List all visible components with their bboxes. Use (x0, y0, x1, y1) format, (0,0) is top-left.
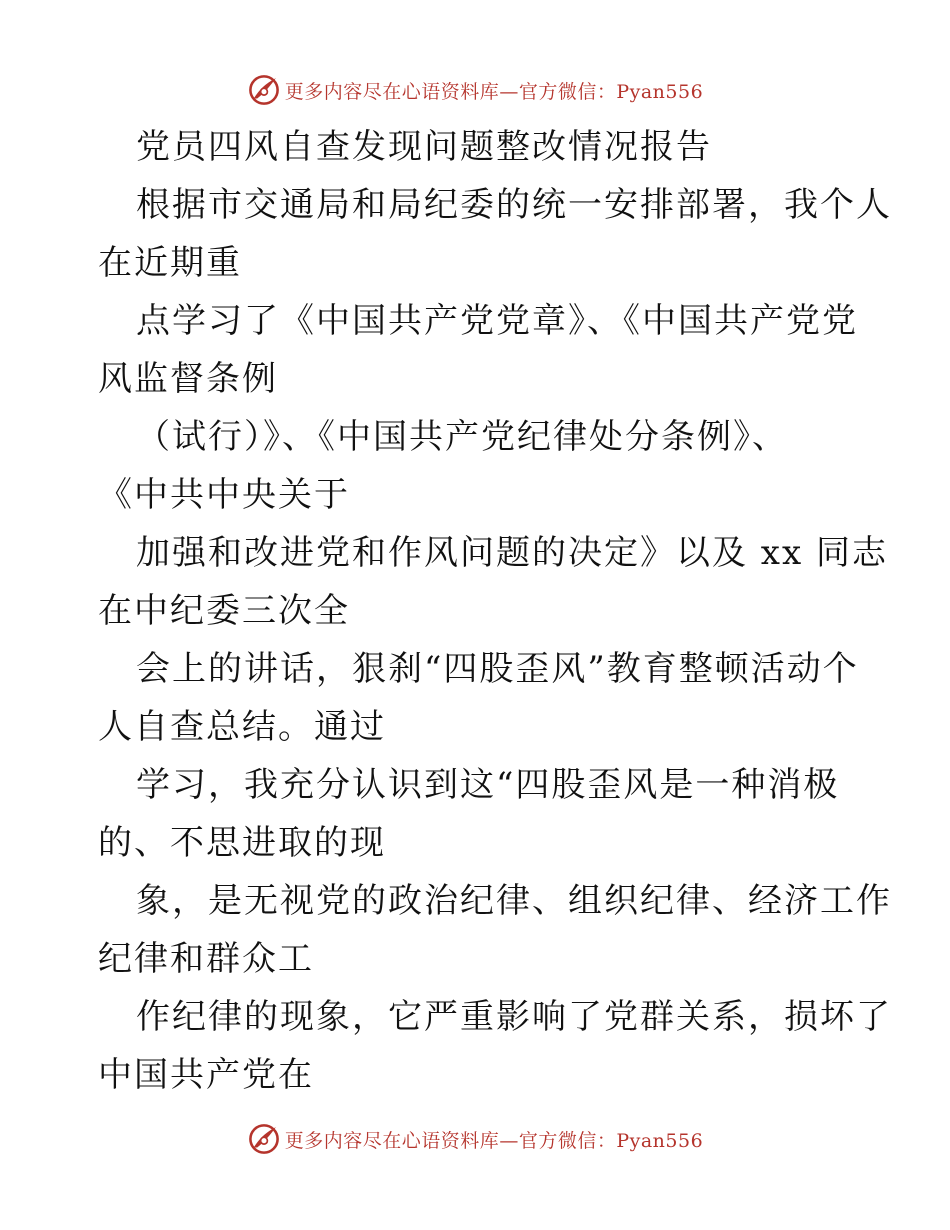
text-line: 风监督条例 (98, 359, 278, 399)
text-line: 作纪律的现象，它严重影响了党群关系，损坏了 (136, 997, 892, 1037)
text-line: 象，是无视党的政治纪律、组织纪律、经济工作 (136, 881, 892, 921)
text-line: 的、不思进取的现 (98, 823, 386, 863)
feather-pen-logo-icon (247, 73, 281, 107)
text-line: 在中纪委三次全 (98, 591, 350, 631)
text-line: 《中共中央关于 (98, 475, 350, 515)
text-line: 会上的讲话，狠刹“四股歪风”教育整顿活动个 (136, 649, 859, 689)
text-line: 人自查总结。通过 (98, 707, 386, 747)
document-body (98, 118, 892, 1104)
document-title: 党员四风自查发现问题整改情况报告 (136, 127, 712, 167)
text-line: 纪律和群众工 (98, 939, 314, 979)
text-line: 中国共产党在 (98, 1055, 314, 1095)
text-line: （试行）》、《中国共产党纪律处分条例》、 (136, 417, 788, 457)
text-line: 根据市交通局和局纪委的统一安排部署，我个人 (136, 185, 892, 225)
text-line: 点学习了《中国共产党党章》、《中国共产党党 (136, 301, 858, 341)
watermark-text: 更多内容尽在心语资料库—官方微信：Pyan556 (284, 80, 704, 103)
text-line: 在近期重 (98, 243, 242, 283)
text-line: 加强和改进党和作风问题的决定》以及 xx 同志 (136, 533, 888, 573)
watermark-text: 更多内容尽在心语资料库—官方微信：Pyan556 (284, 1129, 704, 1152)
text-line: 学习，我充分认识到这“四股歪风是一种消极 (136, 765, 840, 805)
header-watermark (0, 70, 950, 110)
footer-watermark (0, 1119, 950, 1159)
feather-pen-logo-icon (247, 1122, 281, 1156)
